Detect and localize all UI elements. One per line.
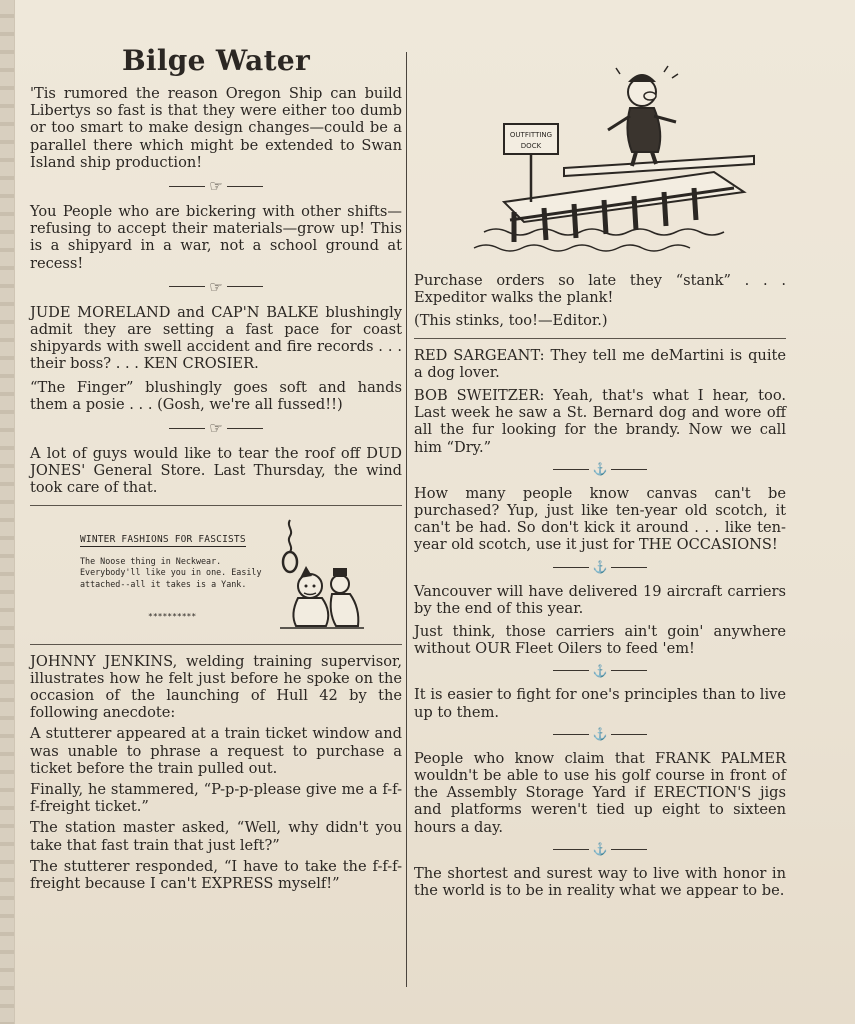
paragraph-express: The stutterer responded, “I have to take the f-f-f-freight because I can't EXPRESS myself!” xyxy=(30,857,402,893)
paragraph-principles: It is easier to fight for one's principles than to live up to them. xyxy=(414,686,786,721)
winter-fashions-ad xyxy=(30,516,402,636)
paragraph-stutterer: A stutterer appeared at a train ticket window and was unable to phrase a request to purchase a ticket before the train pulled out. xyxy=(30,725,402,777)
paragraph-station-master: The station master asked, “Well, why didn't you take that fast train that just left?” xyxy=(30,819,402,854)
plank-cartoon-illustration xyxy=(414,52,786,262)
right-column xyxy=(414,52,786,905)
spiral-binding-edge xyxy=(0,0,15,1024)
ad-stars: ********** xyxy=(148,611,197,621)
noose-cartoon-illustration xyxy=(260,516,370,634)
horizontal-rule xyxy=(414,338,786,339)
separator-anchor xyxy=(414,842,786,857)
pointing-hand-icon: ☞ xyxy=(209,277,223,296)
anchor-icon: ⚓ xyxy=(592,462,608,477)
separator-anchor xyxy=(414,462,786,477)
paragraph-frank-palmer: People who know claim that FRANK PALMER wouldn't be able to use his golf course in front of the Assembly Storage Yard if ERECTION'S jigs and platforms weren't tied up eight to sixteen hours a day. xyxy=(414,749,786,836)
paragraph-bickering: You People who are bickering with other shifts—refusing to accept their materials—grow up! This is a shipyard in a war, not a school ground at recess! xyxy=(30,203,402,272)
ad-text: The Noose thing in Neckwear. Everybody'll like you in one. Easily attached--all it takes is a Yank. xyxy=(80,555,262,589)
caption-plank: Purchase orders so late they “stank” . . . Expeditor walks the plank! xyxy=(414,272,786,307)
paragraph-moreland-balke: JUDE MORELAND and CAP'N BALKE blushingly admit they are setting a fast pace for coast shipyards with swell accident and fire records . . . their boss? . . . KEN CROSIER. xyxy=(30,303,402,373)
separator-hand xyxy=(30,278,402,296)
paragraph-canvas: How many people know canvas can't be purchased? Yup, just like ten-year old scotch, it can't be had. So don't kick it around . . . like ten-year old scotch, use it just for THE OCCASIONS! xyxy=(414,484,786,554)
anchor-icon: ⚓ xyxy=(592,842,608,857)
left-column xyxy=(30,44,402,896)
anchor-icon: ⚓ xyxy=(592,663,608,678)
horizontal-rule xyxy=(30,505,402,506)
sign-text-dock: DOCK xyxy=(520,142,542,150)
page-title: Bilge Water xyxy=(121,44,311,77)
anchor-icon: ⚓ xyxy=(592,560,608,575)
paragraph-johnny-jenkins: JOHNNY JENKINS, welding training supervisor, illustrates how he felt just before he spoke on the occasion of the launching of Hull 42 by the following anecdote: xyxy=(30,652,402,722)
separator-anchor xyxy=(414,727,786,742)
column-divider xyxy=(406,52,407,987)
paragraph-oregon-ship: 'Tis rumored the reason Oregon Ship can build Libertys so fast is that they were either too dumb or too smart to make design changes—could be a parallel there which might be extended to Swan Island ship production! xyxy=(30,85,402,171)
pointing-hand-icon: ☞ xyxy=(209,419,223,438)
paragraph-honor: The shortest and surest way to live with honor in the world is to be in reality what we appear to be. xyxy=(414,864,786,900)
anchor-icon: ⚓ xyxy=(592,727,608,742)
paragraph-vancouver: Vancouver will have delivered 19 aircraft carriers by the end of this year. xyxy=(414,582,786,617)
paragraph-fleet-oilers: Just think, those carriers ain't goin' anywhere without OUR Fleet Oilers to feed 'em! xyxy=(414,623,786,658)
paragraph-stammered: Finally, he stammered, “P-p-p-please give me a f-f-f-freight ticket.” xyxy=(30,781,402,816)
horizontal-rule xyxy=(30,644,402,645)
pointing-hand-icon: ☞ xyxy=(209,177,223,196)
separator-hand xyxy=(30,177,402,195)
paragraph-dud-jones: A lot of guys would like to tear the roof off DUD JONES' General Store. Last Thursday, the wind took care of that. xyxy=(30,445,402,497)
separator-anchor xyxy=(414,663,786,678)
caption-editor-note: (This stinks, too!—Editor.) xyxy=(414,312,608,330)
ad-title: WINTER FASHIONS FOR FASCISTS xyxy=(80,533,246,545)
sign-text-outfitting: OUTFITTING xyxy=(509,131,553,139)
separator-anchor xyxy=(414,560,786,575)
paragraph-bob-sweitzer: BOB SWEITZER: Yeah, that's what I hear, too. Last week he saw a St. Bernard dog and wore off all the fur looking for the brandy. Now we call him “Dry.” xyxy=(414,387,786,456)
separator-hand xyxy=(30,419,402,437)
paragraph-the-finger: “The Finger” blushingly goes soft and hands them a posie . . . (Gosh, we're all fussed!!) xyxy=(30,378,402,413)
paragraph-red-sargeant: RED SARGEANT: They tell me deMartini is quite a dog lover. xyxy=(414,346,786,381)
